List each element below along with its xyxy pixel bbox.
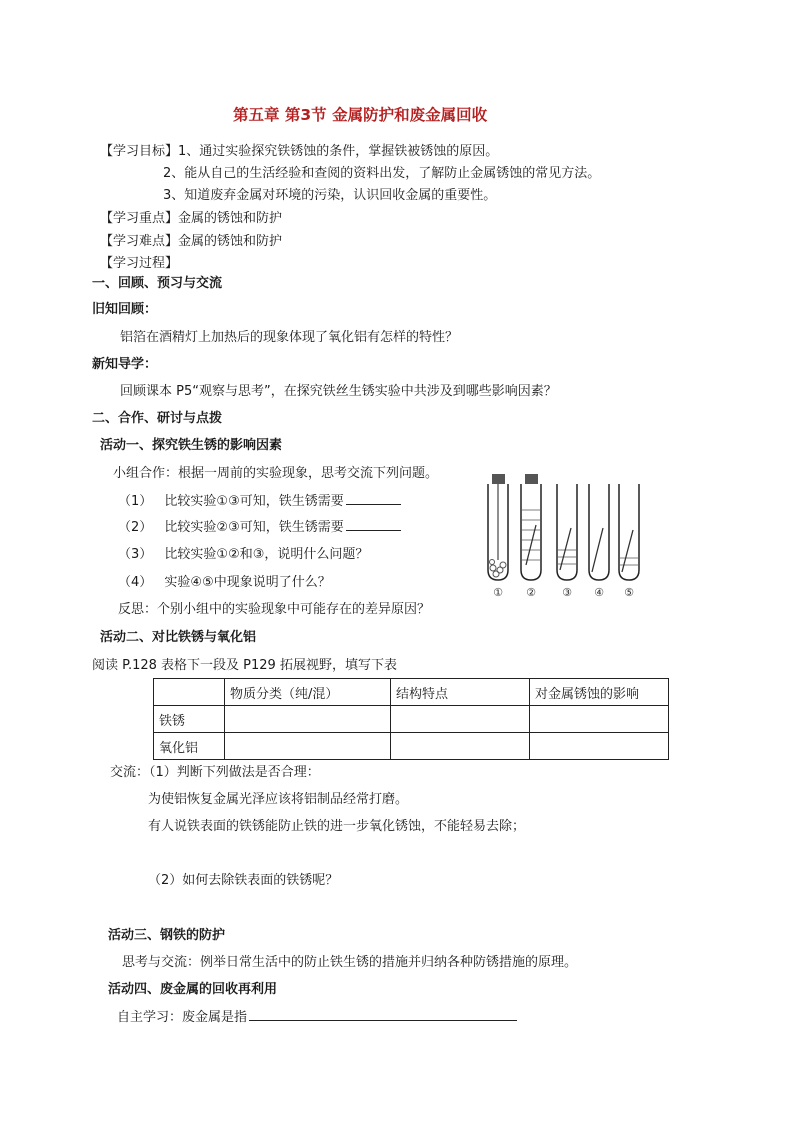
tube-label-2: ② [526, 586, 536, 599]
table-row [154, 706, 669, 733]
question-3 [118, 547, 368, 563]
question-text: 实验④⑤中现象说明了什么？ [164, 575, 331, 590]
answer-blank[interactable] [249, 1020, 517, 1021]
reading-instruction: 阅读 P.128 表格下一段及 P129 拓展视野，填写下表 [92, 658, 397, 673]
question-2 [118, 520, 401, 536]
question-number: （4） [118, 575, 153, 590]
preview-heading: 新知导学： [92, 357, 158, 372]
table-header-row [154, 679, 669, 706]
difficulty-text: 金属的锈蚀和防护 [178, 234, 283, 249]
tube-label-3: ③ [562, 586, 572, 599]
section1-heading: 一、回顾、预习与交流 [92, 276, 223, 291]
exchange-question-1: （1）判断下列做法是否合理： [149, 765, 320, 780]
objective-item-2: 2、能从自己的生活经验和查阅的资料出发，了解防止金属锈蚀的常见方法。 [163, 166, 601, 181]
exchange-row [110, 765, 320, 781]
objective-item-3: 3、知道废弃金属对环境的污染，认识回收金属的重要性。 [163, 188, 497, 203]
table-cell[interactable] [225, 733, 391, 760]
exchange-label: 交流： [110, 765, 150, 780]
table-header-cell: 结构特点 [391, 679, 530, 706]
preview-text: 回顾课本 P5“观察与思考”，在探究铁丝生锈实验中共涉及到哪些影响因素？ [120, 384, 557, 399]
activity1-intro: 小组合作：根据一周前的实验现象，思考交流下列问题。 [113, 466, 439, 481]
page-title: 第五章 第3节 金属防护和废金属回收 [233, 106, 488, 124]
review-text: 铝箔在酒精灯上加热后的现象体现了氧化铝有怎样的特性？ [120, 330, 459, 345]
activity3-text: 思考与交流：例举日常生活中的防止铁生锈的措施并归纳各种防锈措施的原理。 [122, 955, 578, 970]
test-tube-4 [589, 484, 609, 580]
test-tube-2 [521, 474, 541, 580]
key-point-label: 【学习重点】 [100, 211, 179, 226]
key-point-text: 金属的锈蚀和防护 [178, 211, 283, 226]
table-cell[interactable] [530, 706, 669, 733]
test-tube-3 [557, 484, 577, 580]
objective-item-1: 1、通过实验探究铁锈蚀的条件，掌握铁被锈蚀的原因。 [178, 144, 499, 159]
exchange-item-1: 为使铝恢复金属光泽应该将铝制品经常打磨。 [148, 792, 409, 807]
activity1-title-text: 活动一、探究铁生锈的影响因素 [100, 438, 283, 453]
activity2-title: 活动二、对比铁锈与氧化铝 [100, 630, 257, 645]
table-cell[interactable] [530, 733, 669, 760]
exchange-question-2: （2）如何去除铁表面的铁锈呢？ [148, 873, 339, 888]
difficulty-row [100, 234, 282, 250]
table-row-label: 铁锈 [154, 706, 225, 733]
objectives-label: 【学习目标】 [100, 144, 179, 159]
difficulty-label: 【学习难点】 [100, 234, 179, 249]
table-header-cell: 对金属锈蚀的影响 [530, 679, 669, 706]
question-number: （3） [118, 547, 153, 562]
tube-label-4: ④ [594, 586, 604, 599]
answer-blank[interactable] [346, 504, 401, 505]
activity4-title: 活动四、废金属的回收再利用 [108, 982, 278, 997]
question-text: 比较实验②③可知，铁生锈需要 [164, 520, 344, 535]
tube-label-1: ① [493, 586, 503, 599]
question-text: 比较实验①②和③，说明什么问题？ [164, 547, 369, 562]
table-cell[interactable] [391, 706, 530, 733]
question-number: （2） [118, 520, 153, 535]
review-heading: 旧知回顾： [92, 302, 158, 317]
activity3-title: 活动三、钢铁的防护 [108, 928, 226, 943]
section2-heading: 二、合作、研讨与点拨 [92, 411, 223, 426]
test-tube-5 [619, 484, 639, 580]
activity4-row [117, 1010, 517, 1026]
question-number: （1） [118, 494, 153, 509]
table-row-label: 氧化铝 [154, 733, 225, 760]
answer-blank[interactable] [346, 530, 401, 531]
activity1-title [100, 438, 282, 454]
key-point-row [100, 211, 282, 227]
question-1 [118, 494, 401, 510]
exchange-item-2: 有人说铁表面的铁锈能防止铁的进一步氧化锈蚀，不能轻易去除； [148, 819, 526, 834]
test-tubes-illustration [478, 470, 648, 600]
test-tube-1 [488, 474, 508, 580]
question-4 [118, 575, 331, 591]
table-header-cell [154, 679, 225, 706]
activity4-text: 自主学习：废金属是指 [117, 1010, 248, 1025]
process-label: 【学习过程】 [100, 256, 179, 271]
table-row [154, 733, 669, 760]
table-header-cell: 物质分类（纯/混） [225, 679, 391, 706]
question-text: 比较实验①③可知，铁生锈需要 [164, 494, 344, 509]
comparison-table [153, 678, 669, 760]
tube-label-5: ⑤ [624, 586, 634, 599]
table-cell[interactable] [391, 733, 530, 760]
table-cell[interactable] [225, 706, 391, 733]
reflection-text: 反思：个别小组中的实验现象中可能存在的差异原因？ [118, 602, 431, 617]
